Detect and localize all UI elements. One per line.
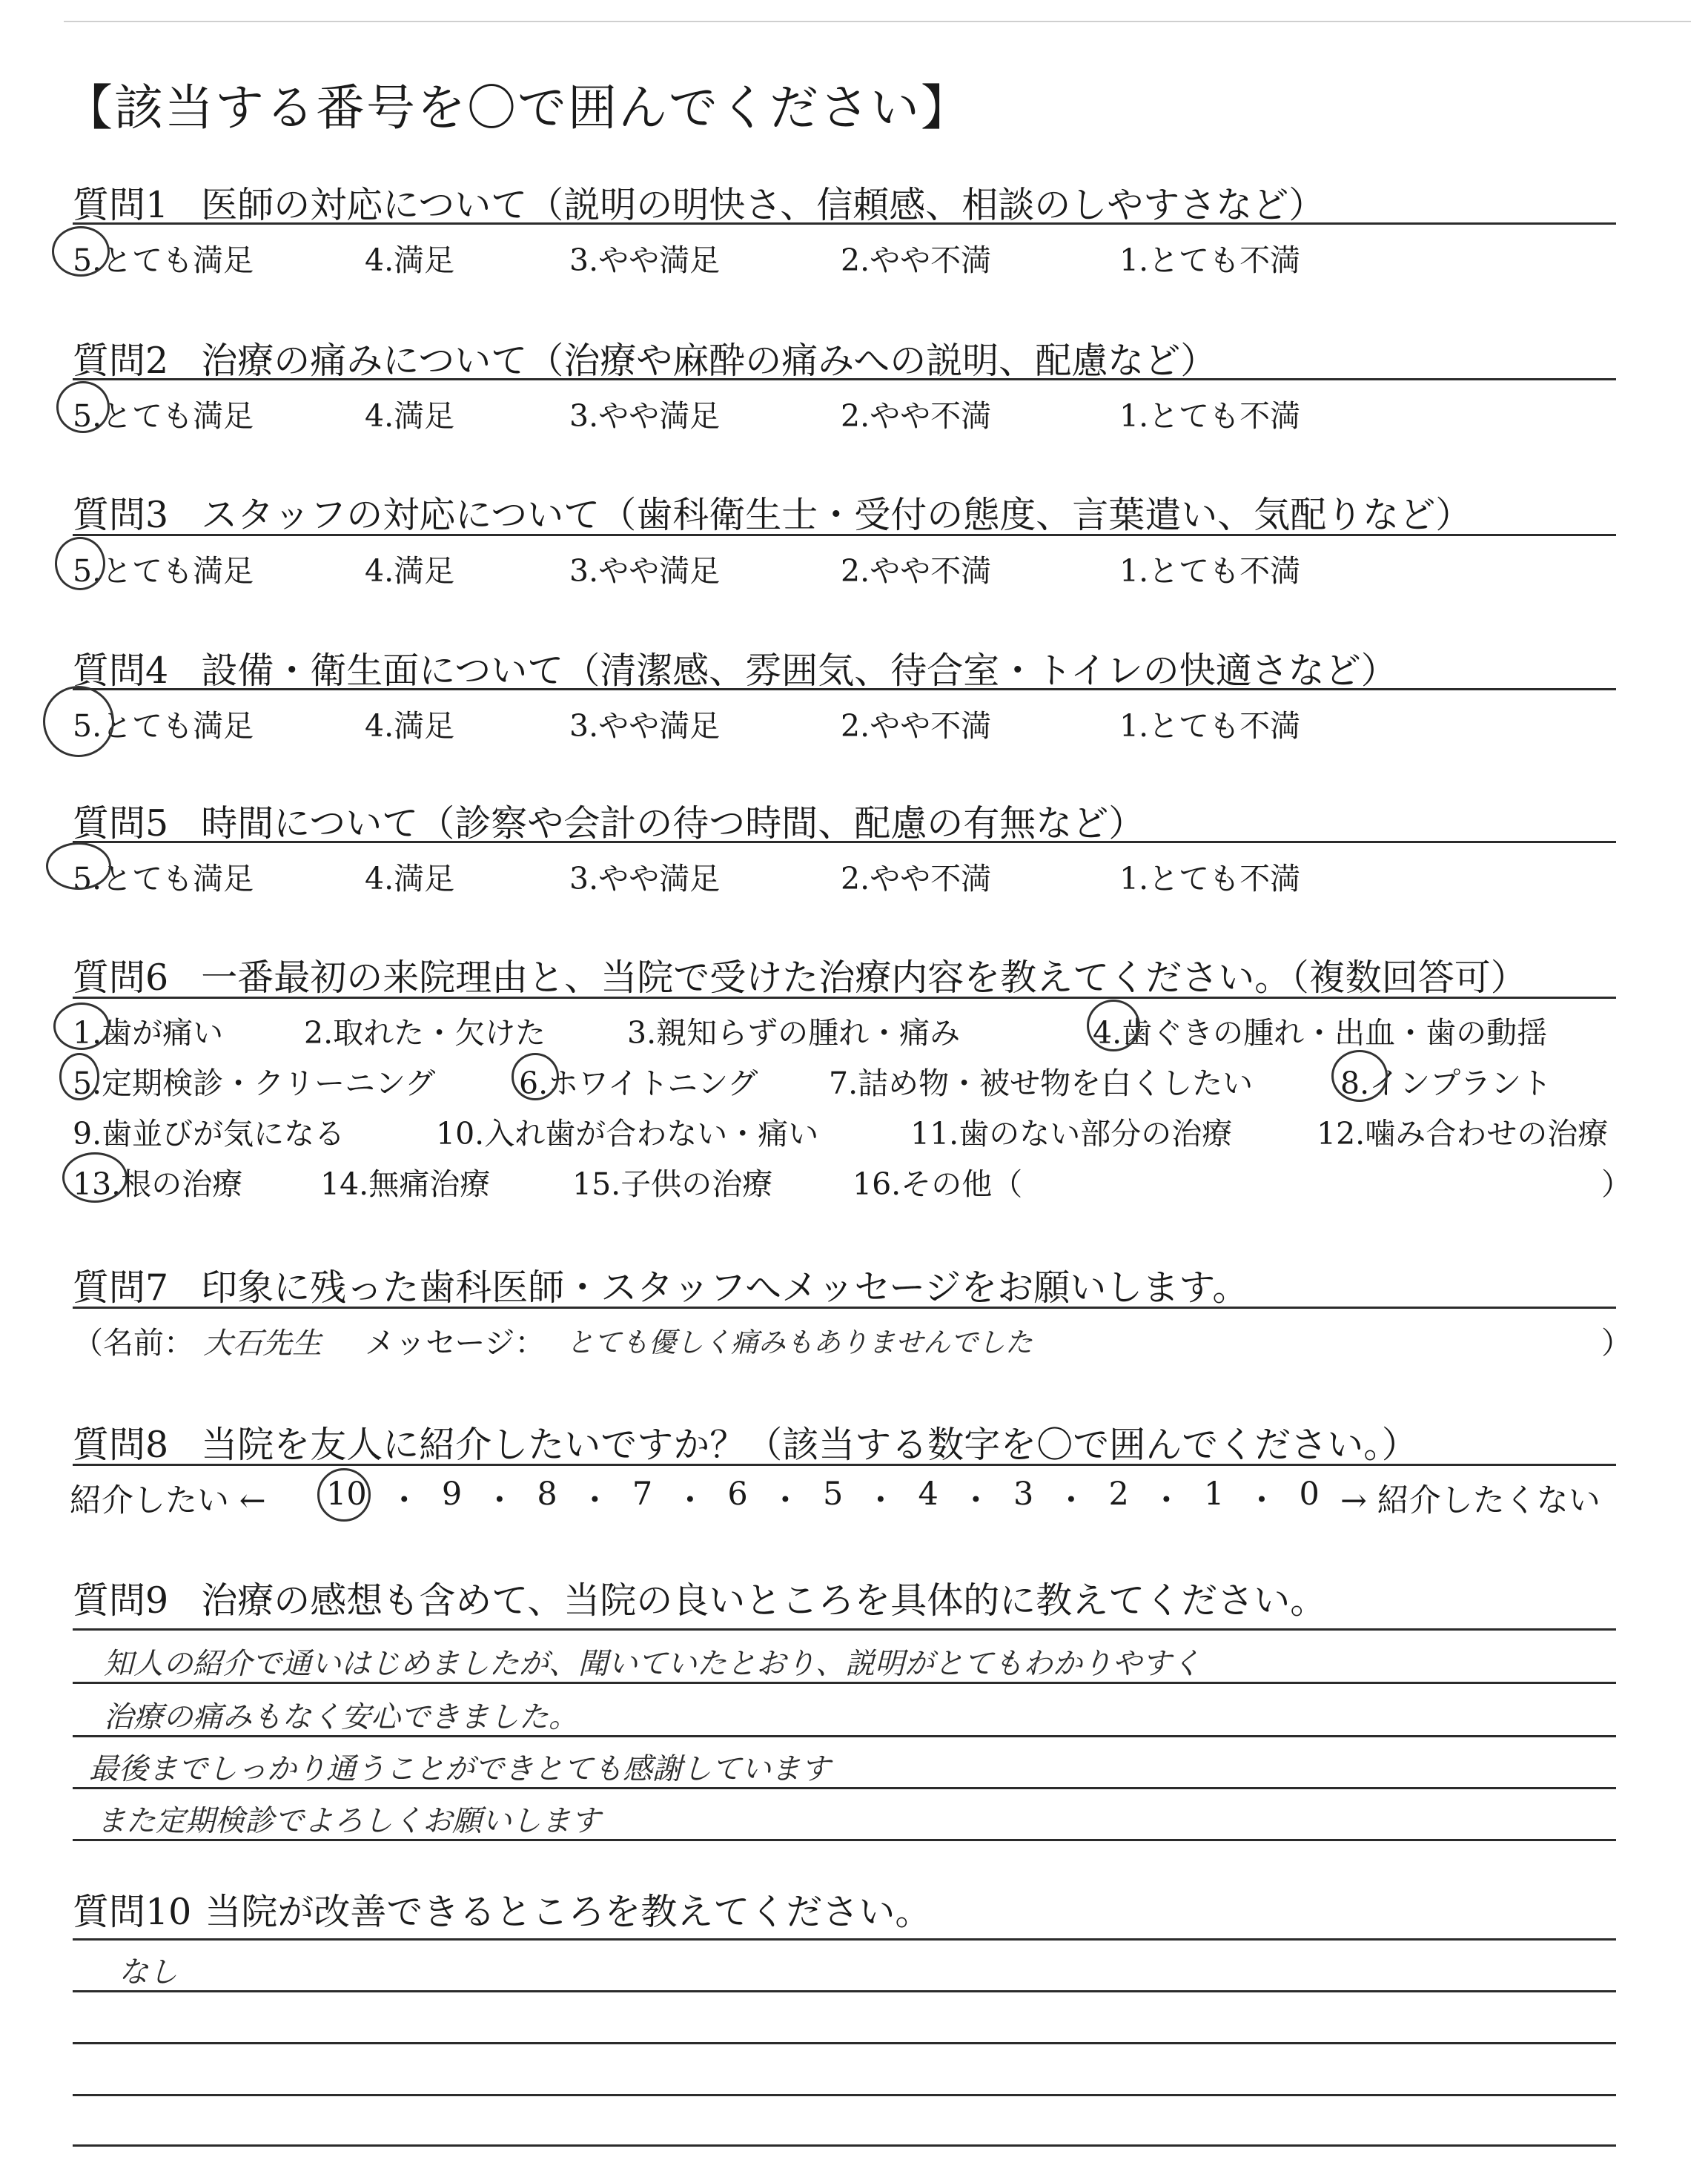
- q8-scale-0[interactable]: 0: [1299, 1476, 1320, 1513]
- q6-option-16[interactable]: 16.その他（: [853, 1166, 1023, 1202]
- q3-option-1[interactable]: 1.とても不満: [1119, 553, 1301, 589]
- q1-label: 質問1: [73, 184, 169, 226]
- q10-heading: [73, 1883, 931, 1935]
- q8-right-label: → 紹介したくない: [1340, 1482, 1601, 1519]
- q3-selection-circle: [55, 537, 105, 590]
- q2-option-5[interactable]: 5.とても満足: [73, 398, 254, 434]
- q6-option-2[interactable]: 2.取れた・欠けた: [304, 1015, 546, 1051]
- q6-circle-5: [59, 1053, 99, 1100]
- q4-rule: [73, 688, 1616, 690]
- q6-option-12[interactable]: 12.噛み合わせの治療: [1317, 1116, 1609, 1152]
- q5-heading: [73, 795, 1145, 847]
- q8-scale-dot: ・: [1245, 1482, 1278, 1519]
- q4-heading: [73, 642, 1397, 694]
- q9-answer-line-3[interactable]: 最後までしっかり通うことができとても感謝しています: [89, 1752, 830, 1786]
- page-title: 【該当する番号を〇で囲んでください】: [64, 79, 971, 136]
- q8-selection-circle: [317, 1468, 371, 1522]
- q6-option-14[interactable]: 14.無痛治療: [320, 1166, 491, 1202]
- q8-scale-4[interactable]: 4: [918, 1476, 939, 1513]
- q5-option-4[interactable]: 4.満足: [365, 861, 455, 896]
- q2-selection-circle: [56, 381, 110, 433]
- q7-close-paren: ）: [1601, 1325, 1632, 1361]
- q1-option-3[interactable]: 3.やや満足: [569, 242, 721, 278]
- q4-option-1[interactable]: 1.とても不満: [1119, 708, 1301, 744]
- q1-selection-circle: [52, 226, 110, 277]
- q3-option-2[interactable]: 2.やや不満: [841, 553, 992, 589]
- q9-heading: [73, 1572, 1326, 1624]
- q7-name-label: （名前：: [73, 1325, 194, 1361]
- q9-answer-line-4[interactable]: また定期検診でよろしくお願いします: [96, 1804, 600, 1838]
- q6-circle-1: [53, 1003, 110, 1050]
- q5-selection-circle: [46, 842, 111, 890]
- q1-option-5[interactable]: 5.とても満足: [73, 242, 254, 278]
- q10-line-2: [73, 2042, 1616, 2044]
- q8-scale-dot: ・: [483, 1482, 516, 1519]
- q2-text: 治療の痛みについて（治療や麻酔の痛みへの説明、配慮など）: [201, 340, 1217, 382]
- q6-circle-8: [1331, 1050, 1388, 1102]
- q8-scale-dot: ・: [1150, 1482, 1182, 1519]
- q1-rule: [73, 222, 1616, 225]
- q7-message-answer[interactable]: とても優しく痛みもありませんでした: [566, 1327, 1033, 1358]
- q7-message-label: メッセージ：: [365, 1325, 546, 1361]
- q6-option-13[interactable]: 13.根の治療: [73, 1166, 243, 1202]
- q6-option-1[interactable]: 1.歯が痛い: [73, 1015, 224, 1051]
- q6-option-7[interactable]: 7.詰め物・被せ物を白くしたい: [829, 1066, 1254, 1101]
- q10-line-1: [73, 1990, 1616, 1992]
- q8-scale: [326, 1476, 1320, 1521]
- q3-heading: [73, 486, 1472, 538]
- q7-rule: [73, 1307, 1616, 1309]
- q8-text: 当院を友人に紹介したいですか？（該当する数字を〇で囲んでください。）: [201, 1424, 1418, 1466]
- q6-circle-13: [62, 1152, 128, 1203]
- top-edge-line: [64, 21, 1691, 22]
- q2-rule: [73, 378, 1616, 380]
- q5-label: 質問5: [73, 802, 169, 845]
- q6-option-9[interactable]: 9.歯並びが気になる: [73, 1116, 345, 1152]
- q2-option-1[interactable]: 1.とても不満: [1119, 398, 1301, 434]
- q1-option-2[interactable]: 2.やや不満: [841, 242, 992, 278]
- q9-label: 質問9: [73, 1579, 169, 1622]
- q2-label: 質問2: [73, 340, 169, 382]
- q5-rule: [73, 841, 1616, 843]
- q7-name-answer[interactable]: 大石先生: [203, 1327, 322, 1361]
- q4-option-3[interactable]: 3.やや満足: [569, 708, 721, 744]
- q4-label: 質問4: [73, 650, 169, 692]
- q1-heading: [73, 176, 1325, 228]
- q6-circle-4: [1087, 1000, 1140, 1051]
- q4-selection-circle: [43, 686, 114, 757]
- q3-text: スタッフの対応について（歯科衛生士・受付の態度、言葉遣い、気配りなど）: [201, 494, 1472, 536]
- q6-circle-6: [512, 1053, 559, 1100]
- q8-scale-dot: ・: [959, 1482, 992, 1519]
- q8-scale-1[interactable]: 1: [1204, 1476, 1225, 1513]
- q1-text: 医師の対応について（説明の明快さ、信頼感、相談のしやすさなど）: [201, 184, 1325, 226]
- q7-text: 印象に残った歯科医師・スタッフへメッセージをお願いします。: [201, 1266, 1249, 1309]
- q2-option-4[interactable]: 4.満足: [365, 398, 455, 434]
- q6-option-5[interactable]: 5.定期検診・クリーニング: [73, 1066, 436, 1101]
- q10-line-3: [73, 2094, 1616, 2096]
- q10-text: 当院が改善できるところを教えてください。: [205, 1891, 932, 1933]
- q2-heading: [73, 332, 1217, 384]
- q10-answer-line-1[interactable]: なし: [119, 1955, 178, 1989]
- q8-heading: [73, 1416, 1418, 1468]
- q6-option-15[interactable]: 15.子供の治療: [572, 1166, 773, 1202]
- q6-text: 一番最初の来院理由と、当院で受けた治療内容を教えてください。（複数回答可）: [201, 957, 1527, 999]
- q6-option-11[interactable]: 11.歯のない部分の治療: [910, 1116, 1233, 1152]
- q8-scale-8[interactable]: 8: [537, 1476, 557, 1513]
- q2-option-2[interactable]: 2.やや不満: [841, 398, 992, 434]
- q3-option-4[interactable]: 4.満足: [365, 553, 455, 589]
- q7-heading: [73, 1259, 1248, 1311]
- q5-option-1[interactable]: 1.とても不満: [1119, 861, 1301, 896]
- q6-option-4[interactable]: 4.歯ぐきの腫れ・出血・歯の動揺: [1093, 1015, 1548, 1051]
- q5-option-5[interactable]: 5.とても満足: [73, 861, 254, 896]
- q7-label: 質問7: [73, 1266, 169, 1309]
- q3-label: 質問3: [73, 494, 169, 536]
- q9-line-0: [73, 1628, 1616, 1631]
- q4-option-4[interactable]: 4.満足: [365, 708, 455, 744]
- q8-scale-dot: ・: [1055, 1482, 1088, 1519]
- q8-left-label: 紹介したい ←: [70, 1482, 266, 1519]
- q6-option-3[interactable]: 3.親知らずの腫れ・痛み: [627, 1015, 961, 1051]
- q2-option-3[interactable]: 3.やや満足: [569, 398, 721, 434]
- q4-option-2[interactable]: 2.やや不満: [841, 708, 992, 744]
- q9-answer-line-1[interactable]: 知人の紹介で通いはじめましたが、聞いていたとおり、説明がとてもわかりやすく: [104, 1647, 1201, 1681]
- q8-label: 質問8: [73, 1424, 169, 1466]
- q8-scale-2[interactable]: 2: [1108, 1476, 1129, 1513]
- q8-scale-3[interactable]: 3: [1013, 1476, 1034, 1513]
- q6-heading: [73, 949, 1527, 1001]
- q6-option-6[interactable]: 6.ホワイトニング: [519, 1066, 758, 1101]
- q8-scale-dot: ・: [674, 1482, 706, 1519]
- q3-option-3[interactable]: 3.やや満足: [569, 553, 721, 589]
- q8-rule: [73, 1464, 1616, 1466]
- q1-option-1[interactable]: 1.とても不満: [1119, 242, 1301, 278]
- q3-option-5[interactable]: 5.とても満足: [73, 553, 254, 589]
- q10-line-0: [73, 1938, 1616, 1941]
- q8-scale-dot: ・: [578, 1482, 611, 1519]
- q3-rule: [73, 534, 1616, 536]
- q8-scale-5[interactable]: 5: [822, 1476, 844, 1513]
- q4-text: 設備・衛生面について（清潔感、雰囲気、待合室・トイレの快適さなど）: [201, 650, 1397, 692]
- q6-label: 質問6: [73, 957, 169, 999]
- q6-option-16-close: ）: [1601, 1166, 1632, 1202]
- q8-scale-6[interactable]: 6: [727, 1476, 748, 1513]
- q9-text: 治療の感想も含めて、当院の良いところを具体的に教えてください。: [201, 1579, 1327, 1622]
- q6-option-8[interactable]: 8.インプラント: [1340, 1066, 1552, 1101]
- q1-option-4[interactable]: 4.満足: [365, 242, 455, 278]
- q8-scale-7[interactable]: 7: [632, 1476, 653, 1513]
- q10-line-4: [73, 2144, 1616, 2147]
- q6-option-10[interactable]: 10.入れ歯が合わない・痛い: [436, 1116, 819, 1152]
- q10-label: 質問10: [73, 1891, 192, 1933]
- q5-text: 時間について（診察や会計の待つ時間、配慮の有無など）: [201, 802, 1145, 845]
- q8-scale-dot: ・: [769, 1482, 801, 1519]
- q5-option-3[interactable]: 3.やや満足: [569, 861, 721, 896]
- q4-option-5[interactable]: 5.とても満足: [73, 708, 254, 744]
- q6-rule: [73, 997, 1616, 999]
- q8-scale-10[interactable]: 10: [326, 1476, 367, 1513]
- q8-scale-dot: ・: [864, 1482, 897, 1519]
- q5-option-2[interactable]: 2.やや不満: [841, 861, 992, 896]
- q8-scale-dot: ・: [388, 1482, 420, 1519]
- q9-answer-line-2[interactable]: 治療の痛みもなく安心できました。: [104, 1700, 578, 1734]
- q8-scale-9[interactable]: 9: [441, 1476, 463, 1513]
